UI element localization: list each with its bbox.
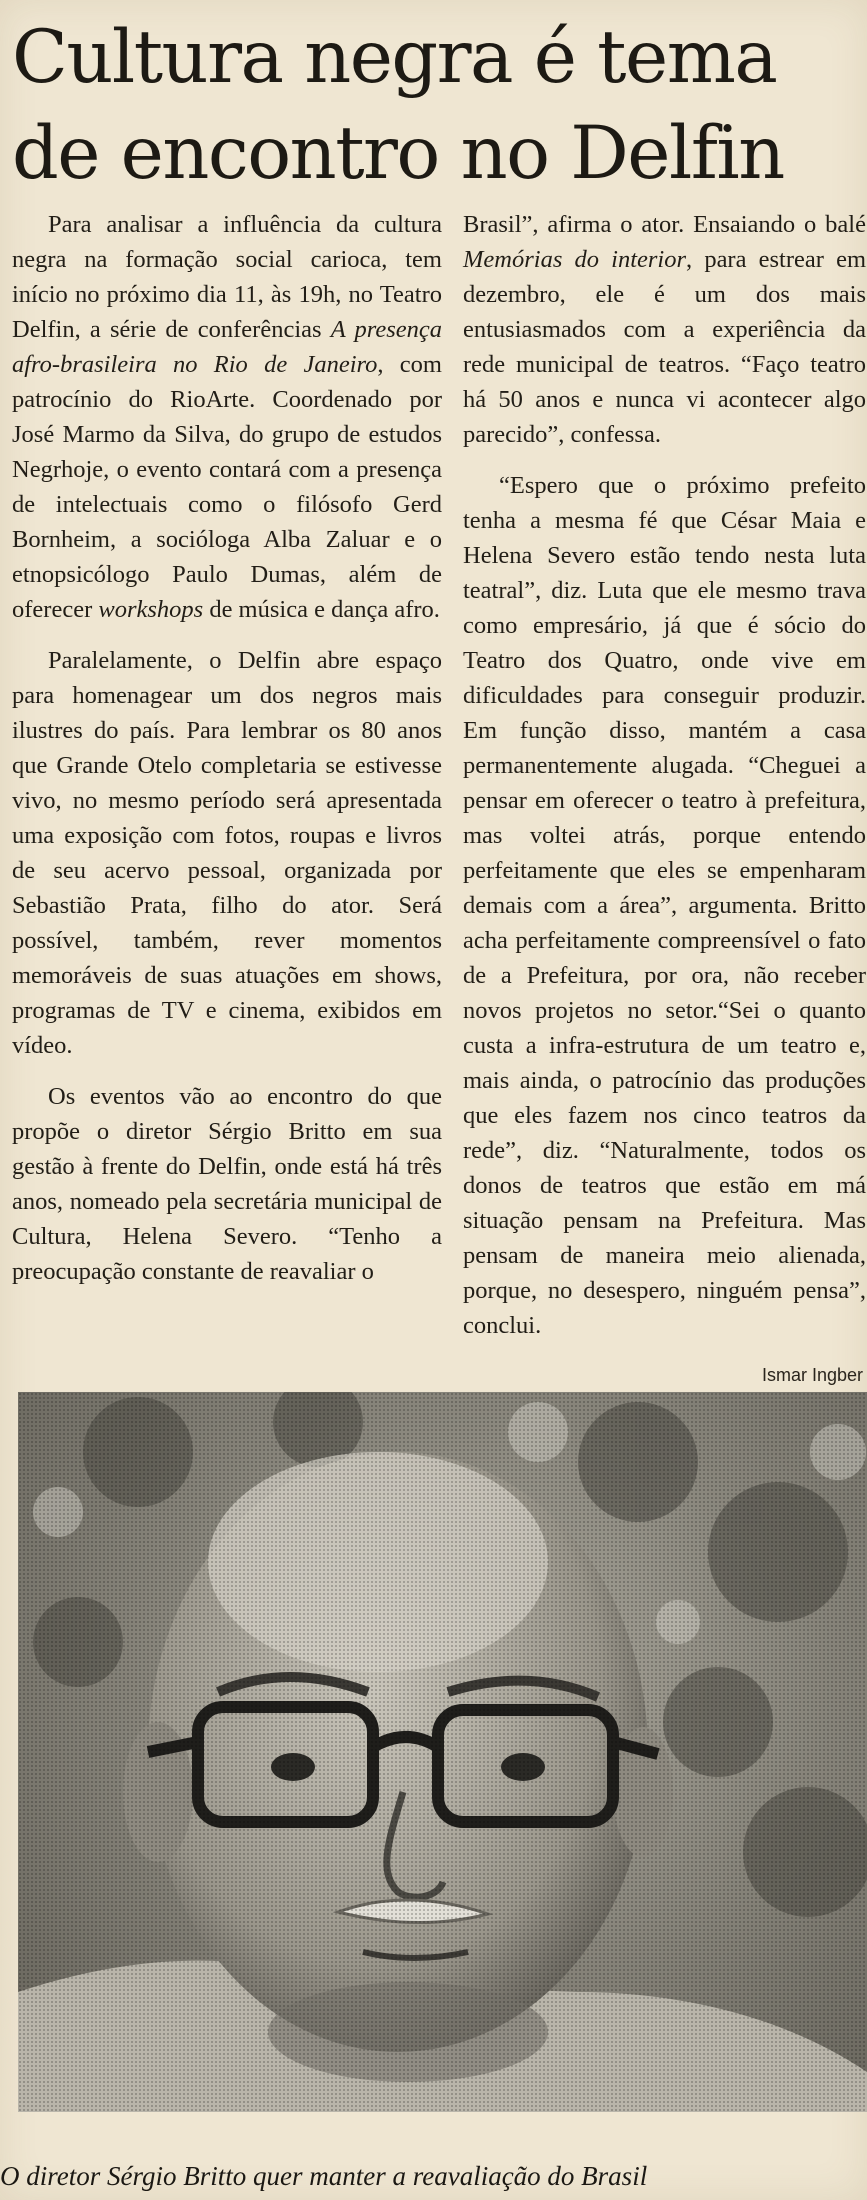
article-left-column xyxy=(12,207,442,1305)
portrait-photo xyxy=(18,1392,867,2112)
left-p1-text-a: Para analisar a influência da cultura negra na formação social carioca, tem início no próximo dia 11, às 19h, no Teatro Delfin, a série de conferências xyxy=(12,211,442,343)
left-p1-text-c: de música e dança afro. xyxy=(203,596,440,623)
photo-credit: Ismar Ingber xyxy=(761,1365,863,1385)
right-paragraph-2: “Espero que o próximo prefeito tenha a mesma fé que César Maia e Helena Severo estão tendo nesta luta teatral”, diz. Luta que ele mesmo trava como empresário, já que é sócio do Teatro dos Quatro, onde vive em dificuldades para conseguir produzir. Em função disso, mantém a casa permanentemente alugada. “Cheguei a pensar em oferecer o teatro à prefeitura, mas voltei atrás, porque entendo perfeitamente que eles se empenharam demais com a área”, argumenta. Britto acha perfeitamente compreensível o fato de a Prefeitura, por ora, não receber novos projetos no setor.“Sei o quanto custa a infra-estrutura de um teatro e, mais ainda, o patrocínio das produções que eles fazem nos cinco teatros da rede”, diz. “Naturalmente, todos os donos de teatros que estão em má situação pensam na Prefeitura. Mas pensam de maneira meio alienada, porque, no desespero, ninguém pensa”, conclui. xyxy=(463,472,866,1339)
workshops-word: workshops xyxy=(98,596,204,623)
right-p1-text-a: Brasil”, afirma o ator. Ensaiando o balé xyxy=(463,211,866,238)
ballet-title: Memórias do interior xyxy=(463,246,687,273)
left-paragraph-1 xyxy=(12,207,442,627)
article-headline: Cultura negra é tema de encontro no Delfin xyxy=(12,15,784,196)
article-right-column xyxy=(463,207,866,1359)
conference-title: A presença afro-brasileira no Rio de Janeiro xyxy=(12,316,442,378)
left-p1-text-b: , com patrocínio do RioArte. Coordenado por José Marmo da Silva, do grupo de estudos Negrhoje, o evento contará com a presença de intelectuais como o filósofo Gerd Bornheim, a socióloga Alba Zaluar e o etnopsicólogo Paulo Dumas, além de oferecer xyxy=(12,351,442,623)
left-paragraph-2: Paralelamente, o Delfin abre espaço para homenagear um dos negros mais ilustres do país. Para lembrar os 80 anos que Grande Otelo completaria se estivesse vivo, no mesmo período será apresentada uma exposição com fotos, roupas e livros de seu acervo pessoal, organizada por Sebastião Prata, filho do ator. Será possível, também, rever momentos memoráveis de suas atuações em shows, programas de TV e cinema, exibidos em vídeo. xyxy=(12,647,442,1059)
right-paragraph-1 xyxy=(463,207,866,452)
left-paragraph-3: Os eventos vão ao encontro do que propõe o diretor Sérgio Britto em sua gestão à frente do Delfin, onde está há três anos, nomeado pela secretária municipal de Cultura, Helena Severo. “Tenho a preocupação constante de reavaliar o xyxy=(12,1083,442,1285)
photo-caption: O diretor Sérgio Britto quer manter a reavaliação do Brasil xyxy=(0,2161,648,2191)
portrait-illustration xyxy=(18,1392,867,2112)
right-p1-text-b: , para estrear em dezembro, ele é um dos mais entusiasmados com a experiência da rede municipal de teatros. “Faço teatro há 50 anos e nunca vi acontecer algo parecido”, confessa. xyxy=(463,246,866,448)
